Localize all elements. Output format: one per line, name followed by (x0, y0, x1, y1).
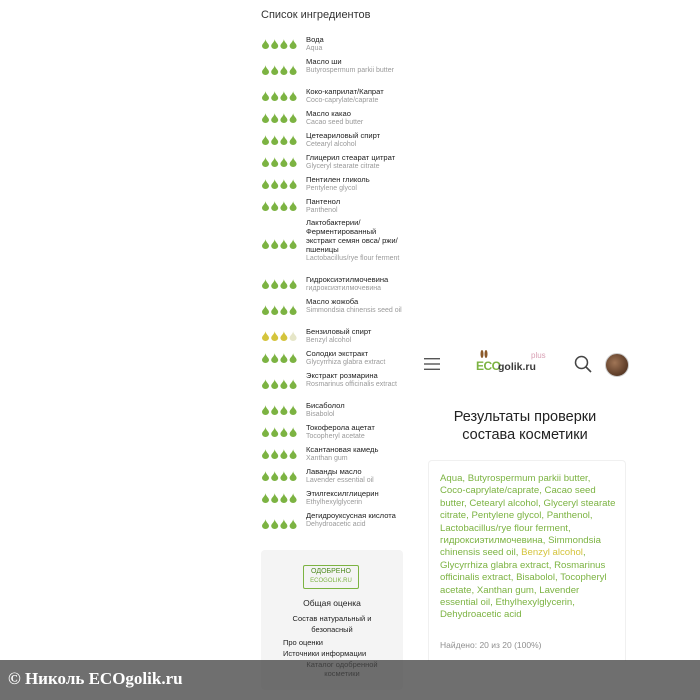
drop-icon (271, 157, 278, 167)
ingredient-name-ru: Вода (306, 35, 324, 44)
drop-icon (280, 201, 287, 211)
result-ingredient[interactable]: Lactobacillus/rye flour ferment (440, 522, 568, 534)
drop-icon (262, 279, 269, 289)
drop-icon (262, 471, 269, 481)
hamburger-menu-icon[interactable] (424, 357, 440, 371)
drop-icon (271, 449, 278, 459)
drop-icon (280, 305, 287, 315)
ingredient-name-latin: Pentylene glycol (306, 185, 357, 192)
drop-icon (290, 331, 297, 341)
drop-icon (280, 519, 287, 529)
drop-icon (262, 379, 269, 389)
result-ingredient[interactable]: Glyceryl stearate citrate (440, 497, 616, 522)
drop-icon (280, 405, 287, 415)
result-ingredient[interactable]: Cacao seed butter (440, 485, 596, 509)
drop-icon (280, 471, 287, 481)
ingredient-name-ru: Коко-каприлат/Капрат (306, 87, 384, 96)
ingredient-name-ru: Масло ши (306, 57, 342, 66)
ingredient-name-ru: Ксантановая камедь (306, 445, 379, 454)
ingredient-name-latin: Panthenol (306, 207, 338, 214)
drop-rating-icon (261, 39, 299, 49)
drop-rating-icon (261, 279, 299, 289)
drop-icon (262, 239, 269, 249)
drop-icon (290, 405, 297, 415)
drop-icon (271, 353, 278, 363)
drop-icon (262, 427, 269, 437)
ingredient-name-latin: Glyceryl stearate citrate (306, 163, 380, 170)
drop-icon (271, 39, 278, 49)
drop-icon (280, 113, 287, 123)
composition-verdict: Состав натуральный и безопасный (292, 614, 372, 634)
ingredient-name-ru: Гидроксиэтилмочевина (306, 275, 389, 284)
ingredient-name-latin: Aqua (306, 45, 323, 52)
ingredient-name-ru: Бисаболол (306, 401, 345, 410)
drop-icon (290, 471, 297, 481)
drop-rating-icon (261, 493, 299, 503)
ingredient-name-ru: Солодки экстракт (306, 349, 369, 358)
result-ingredient[interactable]: Cetearyl alcohol (469, 497, 539, 509)
result-ingredient[interactable]: Pentylene glycol (471, 510, 542, 522)
drop-icon (290, 201, 297, 211)
drop-icon (290, 519, 297, 529)
ingredient-name-latin: Ethylhexylglycerin (306, 499, 363, 506)
drop-icon (271, 91, 278, 101)
ingredient-name-ru: Масло какао (306, 109, 351, 118)
approved-badge-site: ECOGOLIK.RU (310, 578, 352, 584)
drop-icon (280, 39, 287, 49)
drop-rating-icon (261, 65, 299, 75)
approved-badge (303, 565, 359, 589)
drop-icon (280, 157, 287, 167)
result-ingredient[interactable]: Rosmarinus officinalis extract (440, 559, 606, 584)
drop-icon (271, 493, 278, 503)
ingredient-name-latin: Rosmarinus officinalis extract (306, 381, 397, 388)
drop-icon (262, 353, 269, 363)
drop-icon (262, 91, 269, 101)
result-ingredient[interactable]: Glycyrrhiza glabra extract (440, 559, 549, 571)
found-count: Найдено: 20 из 20 (100%) (440, 640, 542, 650)
result-ingredient[interactable]: Butyrospermum parkii butter (467, 473, 588, 484)
ingredient-name-ru: Лаванды масло (306, 467, 362, 476)
drop-icon (290, 65, 297, 75)
overall-rating-label: Общая оценка (303, 598, 361, 608)
drop-icon (262, 405, 269, 415)
drop-rating-icon (261, 201, 299, 211)
drop-icon (262, 157, 269, 167)
ingredient-name-latin: Bisabolol (306, 411, 335, 418)
sources-link[interactable]: Источники информации (283, 649, 367, 658)
drop-rating-icon (261, 239, 299, 249)
drop-icon (290, 113, 297, 123)
ingredient-name-latin: Dehydroacetic acid (306, 521, 366, 528)
drop-icon (271, 471, 278, 481)
drop-icon (262, 113, 269, 123)
drop-rating-icon (261, 305, 299, 315)
logo-domain-text: golik.ru (498, 361, 536, 373)
site-logo[interactable] (473, 351, 546, 379)
drop-icon (280, 493, 287, 503)
drop-icon (262, 519, 269, 529)
drop-icon (271, 239, 278, 249)
about-ratings-link[interactable]: Про оценки (283, 638, 323, 647)
drop-icon (290, 179, 297, 189)
ingredient-name-ru: Экстракт розмарина (306, 371, 378, 380)
drop-icon (271, 305, 278, 315)
drop-icon (280, 65, 287, 75)
drop-rating-icon (261, 471, 299, 481)
drop-icon (290, 135, 297, 145)
drop-icon (290, 239, 297, 249)
drop-icon (271, 279, 278, 289)
drop-icon (271, 65, 278, 75)
drop-icon (290, 279, 297, 289)
watermark-bar (0, 660, 700, 700)
ingredient-name-ru: Пентилен гликоль (306, 175, 370, 184)
drop-icon (290, 39, 297, 49)
drop-icon (280, 91, 287, 101)
result-ingredient[interactable]: Benzyl alcohol (521, 547, 583, 559)
ingredient-name-ru: Дегидроуксусная кислота (306, 511, 396, 520)
result-ingredient[interactable]: гидроксиэтилмочевина (440, 535, 543, 547)
drop-icon (262, 449, 269, 459)
drop-icon (290, 493, 297, 503)
watermark-text: © Николь ECOgolik.ru (8, 669, 183, 688)
drop-icon (290, 427, 297, 437)
ingredient-name-latin: Simmondsia chinensis seed oil (306, 307, 402, 314)
drop-rating-icon (261, 157, 299, 167)
ingredient-name-latin: Xanthan gum (306, 455, 348, 462)
result-ingredient[interactable]: Panthenol (546, 510, 590, 522)
ingredient-name-latin: Lactobacillus/rye flour ferment (306, 255, 400, 262)
drop-icon (271, 179, 278, 189)
ingredients-list-title: Список ингредиентов (261, 9, 371, 21)
drop-icon (262, 201, 269, 211)
drop-icon (262, 179, 269, 189)
ingredients-result-text: Aqua, Butyrospermum parkii butter, Coco-caprylate/caprate, Cacao seed butter, Cetearyl alcohol, Glyceryl stearate citrate, Pentylene glycol, Panthenol, Lactobacillus/rye flour ferment, гидроксиэтилмочевина, Simmondsia chinensis seed oil, Benzyl alcohol, Glycyrrhiza glabra extract, Rosmarinus officinalis extract, Bisabolol, Tocopheryl acetate, Xanthan gum, Lavender essential oil, Ethylhexylglycerin, Dehydroacetic acid (440, 473, 616, 621)
search-icon[interactable] (574, 355, 592, 373)
ingredient-name-ru: Бензиловый спирт (306, 327, 372, 336)
drop-icon (290, 449, 297, 459)
result-ingredient[interactable]: Tocopheryl acetate (440, 572, 607, 596)
drop-icon (262, 65, 269, 75)
drop-icon (280, 379, 287, 389)
ingredient-name-latin: гидроксиэтилмочевина (306, 285, 381, 292)
drop-icon (280, 449, 287, 459)
drop-rating-icon (261, 405, 299, 415)
drop-rating-icon (261, 353, 299, 363)
page-title: Результаты проверки состава косметики (453, 409, 597, 443)
ingredient-name-latin: Butyrospermum parkii butter (306, 67, 394, 74)
drop-icon (271, 135, 278, 145)
drop-icon (280, 279, 287, 289)
drop-rating-icon (261, 135, 299, 145)
mobile-header (418, 345, 640, 385)
drop-rating-icon (261, 113, 299, 123)
drop-icon (280, 353, 287, 363)
drop-icon (271, 331, 278, 341)
drop-icon (271, 405, 278, 415)
drop-icon (290, 305, 297, 315)
ingredient-name-latin: Cetearyl alcohol (306, 141, 357, 148)
drop-rating-icon (261, 427, 299, 437)
drop-icon (262, 331, 269, 341)
drop-rating-icon (261, 449, 299, 459)
logo-plus-text: plus (531, 351, 546, 360)
drop-icon (271, 427, 278, 437)
drop-icon (280, 179, 287, 189)
ingredient-name-latin: Benzyl alcohol (306, 337, 352, 344)
drop-icon (262, 39, 269, 49)
user-avatar[interactable] (605, 353, 629, 377)
logo-eco-text: ECO (476, 359, 501, 373)
result-ingredient[interactable]: Dehydroacetic acid (440, 609, 522, 621)
drop-icon (262, 135, 269, 145)
drop-icon (262, 305, 269, 315)
ingredient-name-latin: Coco-caprylate/caprate (306, 97, 379, 104)
ingredient-name-ru: Токоферола ацетат (306, 423, 375, 432)
result-card (428, 460, 626, 661)
ingredient-name-ru: Глицерил стеарат цитрат (306, 153, 396, 162)
drop-icon (280, 239, 287, 249)
drop-icon (280, 331, 287, 341)
ingredient-name-ru: Цетеариловый спирт (306, 131, 381, 140)
ingredient-name-latin: Tocopheryl acetate (306, 433, 365, 440)
drop-rating-icon (261, 179, 299, 189)
drop-rating-icon (261, 91, 299, 101)
result-ingredient[interactable]: Xanthan gum (476, 584, 534, 596)
drop-rating-icon (261, 379, 299, 389)
ingredient-name-latin: Lavender essential oil (306, 477, 374, 484)
drop-icon (262, 493, 269, 503)
drop-icon (271, 113, 278, 123)
result-ingredient[interactable]: Coco-caprylate/caprate (440, 485, 540, 497)
result-ingredient[interactable]: Lavender essential oil (440, 584, 580, 609)
result-ingredient[interactable]: Ethylhexylglycerin (495, 597, 573, 609)
result-ingredient[interactable]: Simmondsia chinensis seed oil (440, 535, 601, 559)
drop-icon (280, 427, 287, 437)
drop-icon (271, 201, 278, 211)
drop-icon (290, 157, 297, 167)
drop-icon (290, 379, 297, 389)
drop-icon (271, 519, 278, 529)
drop-icon (290, 353, 297, 363)
ingredient-name-ru: Пантенол (306, 197, 341, 206)
result-ingredient[interactable]: Bisabolol (516, 572, 556, 584)
approved-badge-title: ОДОБРЕНО (311, 568, 351, 575)
ingredient-name-latin: Glycyrrhiza glabra extract (306, 359, 386, 366)
result-ingredient[interactable]: Aqua (440, 473, 463, 484)
ingredient-name-latin: Cacao seed butter (306, 119, 364, 126)
ingredient-name-ru: Лактобактерии/ Ферментированный экстракт семян овса/ ржи/пшеницы (306, 218, 398, 254)
drop-icon (271, 379, 278, 389)
ingredient-name-ru: Масло жожоба (306, 297, 359, 306)
drop-rating-icon (261, 519, 299, 529)
drop-rating-icon (261, 331, 299, 341)
ingredient-name-ru: Этилгексилглицерин (306, 489, 379, 498)
drop-icon (290, 91, 297, 101)
drop-icon (280, 135, 287, 145)
